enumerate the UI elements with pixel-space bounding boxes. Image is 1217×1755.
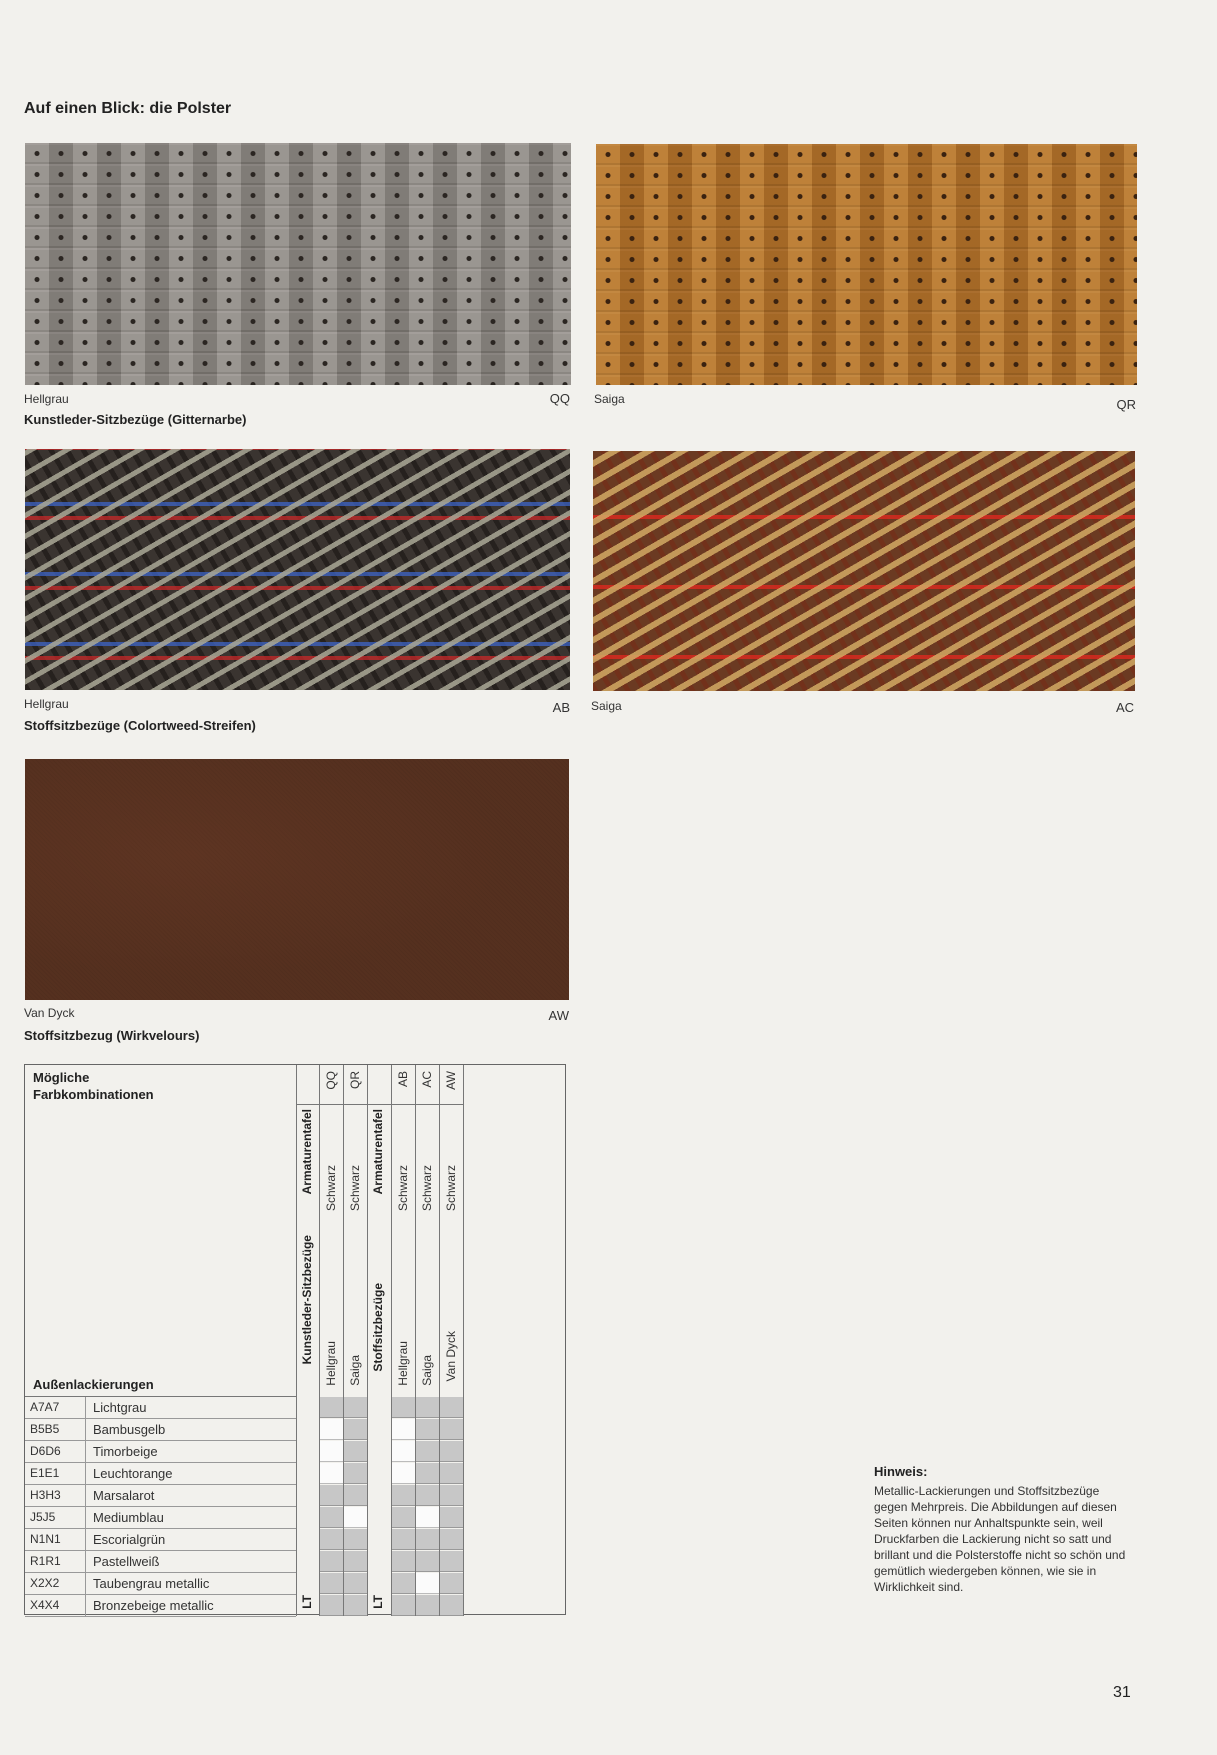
paint-name: Bronzebeige metallic	[93, 1598, 214, 1613]
combination-cell	[320, 1507, 343, 1528]
swatch-hellgrau-leatherette	[25, 143, 571, 385]
combination-cell	[440, 1573, 463, 1594]
dash-color: Schwarz	[324, 1165, 338, 1212]
combination-cell	[440, 1551, 463, 1572]
code-separator	[85, 1595, 86, 1617]
paint-code: H3H3	[30, 1488, 61, 1502]
code-separator	[85, 1441, 86, 1463]
trim-color: Hellgrau	[324, 1341, 338, 1386]
combination-cell	[440, 1595, 463, 1616]
paint-name: Bambusgelb	[93, 1422, 166, 1437]
paint-code: D6D6	[30, 1444, 61, 1458]
trim-color: Saiga	[420, 1355, 434, 1386]
section-label-velour: Stoffsitzbezug (Wirkvelours)	[24, 1028, 200, 1043]
section-label-tweed: Stoffsitzbezüge (Colortweed-Streifen)	[24, 718, 256, 733]
combination-cell	[320, 1595, 343, 1616]
swatch-code: AC	[1115, 700, 1134, 715]
paint-name: Escorialgrün	[93, 1532, 166, 1547]
combination-cell	[320, 1551, 343, 1572]
hint-body: Metallic-Lackierungen und Stoffsitzbezüge gegen Mehrpreis. Die Abbildungen auf diesen Seiten können nur Anhaltspunkte sein, weil Druckfarben die Lackierung nicht so satt und brillant und die Polsterstoffe nicht so schön und gemütlich wiedergeben können, wie sie in Wirklichkeit sind.	[874, 1484, 1126, 1594]
combination-cell	[392, 1573, 415, 1594]
column-code: QQ	[324, 1071, 338, 1090]
paint-name: Lichtgrau	[93, 1400, 147, 1415]
combination-cell	[344, 1573, 367, 1594]
combination-cell	[392, 1419, 415, 1440]
combination-cell	[344, 1507, 367, 1528]
swatch-name: Saiga	[591, 699, 622, 713]
combination-cell	[440, 1441, 463, 1462]
combination-cell	[416, 1419, 439, 1440]
paint-name: Pastellweiß	[93, 1554, 160, 1569]
combination-cell	[344, 1529, 367, 1550]
combination-cell	[416, 1397, 439, 1418]
group-label-leatherette: Kunstleder-Sitzbezüge	[300, 1235, 314, 1365]
swatch-hellgrau-tweed	[25, 449, 570, 690]
combination-cell	[320, 1485, 343, 1506]
combination-cell	[392, 1529, 415, 1550]
dash-color: Schwarz	[348, 1165, 362, 1212]
combination-cell	[392, 1463, 415, 1484]
dash-color: Schwarz	[396, 1165, 410, 1212]
swatch-code: QR	[1116, 397, 1136, 412]
swatch-name: Saiga	[594, 392, 625, 406]
dash-color: Schwarz	[444, 1165, 458, 1212]
combination-cell	[416, 1507, 439, 1528]
combination-cell	[392, 1595, 415, 1616]
paint-code: J5J5	[30, 1510, 56, 1524]
combination-cell	[320, 1397, 343, 1418]
swatch-name: Hellgrau	[24, 392, 69, 406]
paint-name: Mediumblau	[93, 1510, 164, 1525]
group-label-fabric: Stoffsitzbezüge	[371, 1283, 385, 1372]
combination-cell	[344, 1463, 367, 1484]
paint-name: Leuchtorange	[93, 1466, 173, 1481]
combination-cell	[320, 1463, 343, 1484]
code-separator	[85, 1463, 86, 1485]
row-divider	[25, 1440, 296, 1441]
page-title: Auf einen Blick: die Polster	[24, 100, 232, 117]
combination-cell	[320, 1419, 343, 1440]
combination-cell	[416, 1441, 439, 1462]
swatch-saiga-leatherette	[596, 144, 1137, 385]
combination-cell	[320, 1441, 343, 1462]
combination-cell	[416, 1463, 439, 1484]
code-separator	[85, 1573, 86, 1595]
swatch-vandyck-velour	[25, 759, 569, 1000]
paint-code: N1N1	[30, 1532, 61, 1546]
swatch-name: Hellgrau	[24, 697, 69, 711]
combination-cell	[440, 1397, 463, 1418]
code-separator	[85, 1419, 86, 1441]
code-separator	[85, 1507, 86, 1529]
paint-code: X2X2	[30, 1576, 60, 1590]
combination-cell	[344, 1551, 367, 1572]
trim-color: Van Dyck	[444, 1331, 458, 1382]
section-label-leatherette: Kunstleder-Sitzbezüge (Gitternarbe)	[24, 412, 247, 427]
swatch-name: Van Dyck	[24, 1006, 75, 1020]
code-separator	[85, 1397, 86, 1419]
combination-cell	[392, 1485, 415, 1506]
paint-name: Marsalarot	[93, 1488, 155, 1503]
swatch-code: AW	[548, 1008, 569, 1023]
column-code: AB	[396, 1071, 410, 1088]
paint-name: Timorbeige	[93, 1444, 158, 1459]
table-title-line1: Mögliche	[33, 1070, 90, 1085]
paint-code: X4X4	[30, 1598, 60, 1612]
column-code: QR	[348, 1071, 362, 1089]
hint-title: Hinweis:	[874, 1464, 928, 1479]
trim-color: Saiga	[348, 1355, 362, 1386]
swatch-code: AB	[552, 700, 570, 715]
paint-name: Taubengrau metallic	[93, 1576, 210, 1591]
row-divider	[25, 1484, 296, 1485]
combination-cell	[416, 1573, 439, 1594]
combination-cell	[344, 1485, 367, 1506]
swatch-saiga-tweed	[593, 451, 1135, 691]
combination-cell	[440, 1419, 463, 1440]
combination-cell	[392, 1507, 415, 1528]
combination-cell	[344, 1595, 367, 1616]
row-header: Außenlackierungen	[33, 1377, 154, 1392]
swatch-code: QQ	[549, 391, 570, 406]
row-divider	[25, 1462, 296, 1463]
trim-color: Hellgrau	[396, 1341, 410, 1386]
table-title-line2: Farbkombinationen	[33, 1087, 154, 1102]
combination-cell	[440, 1463, 463, 1484]
color-combination-table	[24, 1064, 566, 1615]
page-number: 31	[1113, 1684, 1131, 1701]
column-code: AC	[420, 1071, 434, 1088]
model-label: LT	[300, 1595, 314, 1609]
combination-cell	[416, 1595, 439, 1616]
row-divider	[25, 1506, 296, 1507]
combination-cell	[392, 1551, 415, 1572]
paint-code: B5B5	[30, 1422, 60, 1436]
paint-code: R1R1	[30, 1554, 61, 1568]
combination-cell	[392, 1441, 415, 1462]
dash-label: Armaturentafel	[300, 1109, 314, 1195]
combination-cell	[440, 1529, 463, 1550]
combination-cell	[320, 1529, 343, 1550]
combination-cell	[320, 1573, 343, 1594]
dash-color: Schwarz	[420, 1165, 434, 1212]
combination-cell	[392, 1397, 415, 1418]
row-divider	[25, 1550, 296, 1551]
row-divider	[25, 1528, 296, 1529]
combination-cell	[416, 1529, 439, 1550]
combination-cell	[344, 1441, 367, 1462]
paint-code: A7A7	[30, 1400, 60, 1414]
row-divider	[25, 1418, 296, 1419]
model-label: LT	[371, 1595, 385, 1609]
combination-cell	[440, 1507, 463, 1528]
combination-cell	[344, 1397, 367, 1418]
paint-code: E1E1	[30, 1466, 60, 1480]
dash-label: Armaturentafel	[371, 1109, 385, 1195]
combination-cell	[344, 1419, 367, 1440]
column-code: AW	[444, 1071, 458, 1090]
code-separator	[85, 1529, 86, 1551]
combination-cell	[440, 1485, 463, 1506]
code-separator	[85, 1551, 86, 1573]
combination-cell	[416, 1551, 439, 1572]
row-divider	[25, 1594, 296, 1595]
combination-cell	[416, 1485, 439, 1506]
code-separator	[85, 1485, 86, 1507]
row-divider	[25, 1616, 296, 1617]
row-divider	[25, 1572, 296, 1573]
table-title	[33, 1069, 154, 1103]
